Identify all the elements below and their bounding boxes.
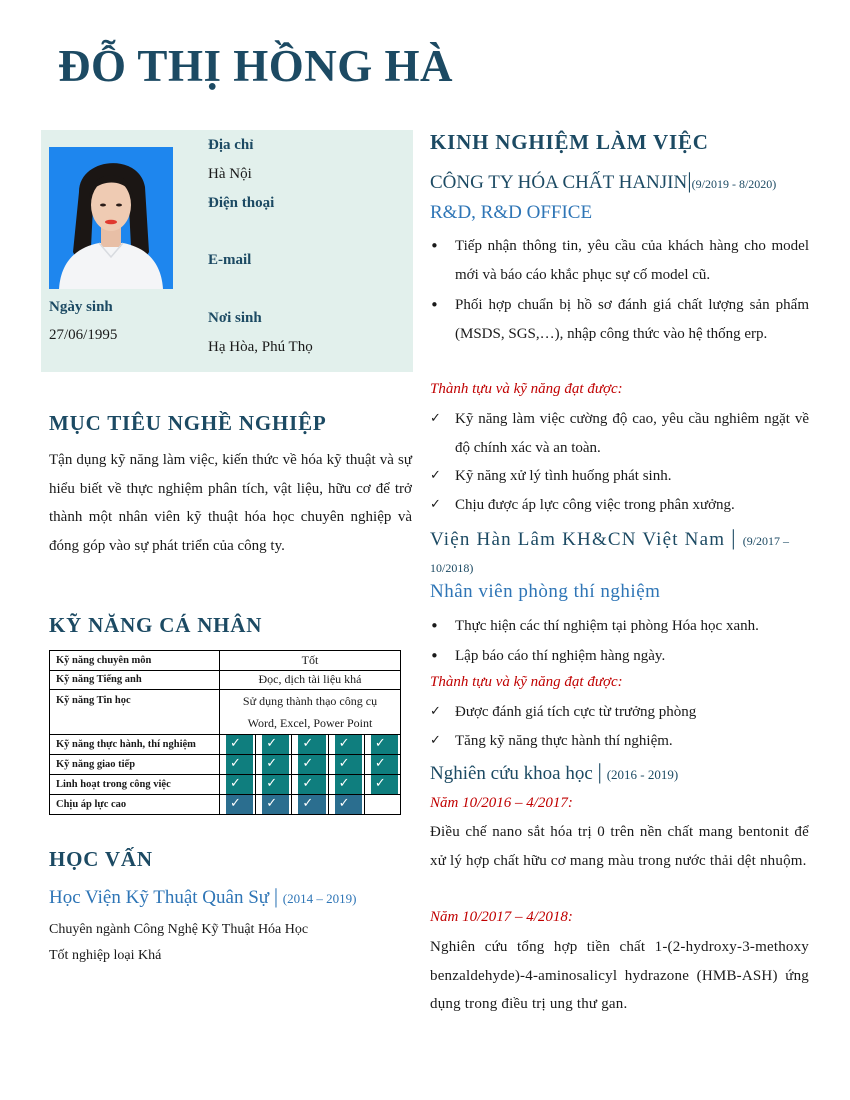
check-icon: ✓	[226, 795, 253, 814]
skill-label: Kỹ năng Tiếng anh	[50, 670, 220, 690]
skill-row	[50, 690, 401, 735]
check-icon: ✓	[335, 735, 362, 754]
rating-checked-cell	[364, 775, 400, 794]
achievement-text: Được đánh giá tích cực từ trưởng phòng	[455, 704, 697, 720]
skill-rating-row	[50, 795, 401, 815]
check-icon: ✓	[430, 496, 441, 512]
list-item	[430, 291, 809, 348]
rating-checked-cell	[364, 735, 400, 754]
skill-value	[220, 690, 401, 735]
skill-row	[50, 651, 401, 671]
check-icon: ✓	[226, 775, 253, 794]
list-item	[430, 727, 809, 756]
research-period: Năm 10/2017 – 4/2018:	[430, 909, 573, 925]
skill-rating	[220, 755, 401, 775]
check-icon: ✓	[430, 411, 441, 426]
bullet-icon: •	[430, 617, 439, 635]
job-dates: (9/2017 –	[742, 534, 790, 548]
duty-text: Lập báo cáo thí nghiệm hàng ngày.	[455, 648, 666, 664]
skill-label: Kỹ năng thực hành, thí nghiệm	[50, 735, 220, 755]
skill-label: Chịu áp lực cao	[50, 795, 220, 815]
phone-label: Điện thoại	[208, 195, 275, 211]
empty-cell	[371, 795, 398, 814]
check-icon: ✓	[430, 732, 441, 748]
rating-checked-cell	[255, 795, 291, 814]
address-value: Hà Nội	[208, 166, 252, 182]
check-icon: ✓	[298, 735, 325, 754]
skills-title: KỸ NĂNG CÁ NHÂN	[49, 613, 263, 637]
objective-title: MỤC TIÊU NGHỀ NGHIỆP	[49, 411, 327, 435]
email-value	[208, 281, 358, 299]
skill-value-line: Word, Excel, Power Point	[247, 716, 373, 730]
list-item	[430, 611, 809, 641]
rating-checked-cell	[291, 755, 327, 774]
check-icon: ✓	[430, 468, 441, 483]
job-role: R&D, R&D OFFICE	[430, 202, 593, 223]
skill-rating	[220, 735, 401, 755]
education-title: HỌC VẤN	[49, 847, 153, 871]
rating-checked-cell	[255, 775, 291, 794]
portrait-photo-icon	[49, 147, 173, 289]
rating-checked-cell	[328, 735, 364, 754]
list-item	[430, 641, 809, 671]
profile-info-box	[41, 130, 413, 372]
rating-checked-cell	[220, 735, 255, 754]
research-text: Điều chế nano sắt hóa trị 0 trên nền chất mang bentonit để xử lý hợp chất hữu cơ mang màu trong nước thải dệt nhuộm.	[430, 824, 809, 869]
skill-rating	[220, 795, 401, 815]
rating-checked-cell	[291, 795, 327, 814]
rating-checked-cell	[255, 755, 291, 774]
check-icon: ✓	[335, 775, 362, 794]
duty-text: Tiếp nhận thông tin, yêu cầu của khách hàng cho model mới và báo cáo khắc phục sự cố model cũ.	[455, 238, 809, 283]
bullet-icon: •	[430, 647, 439, 665]
skill-label: Linh hoạt trong công việc	[50, 775, 220, 795]
check-icon: ✓	[371, 755, 398, 774]
skill-row	[50, 670, 401, 690]
achievements-label: Thành tựu và kỹ năng đạt được:	[430, 674, 623, 690]
check-icon: ✓	[262, 795, 289, 814]
skill-label: Kỹ năng chuyên môn	[50, 651, 220, 671]
skill-rating	[220, 775, 401, 795]
candidate-name: ĐỖ THỊ HỒNG HÀ	[58, 41, 453, 91]
bullet-icon: •	[430, 237, 439, 255]
check-icon: ✓	[298, 795, 325, 814]
education-major: Chuyên ngành Công Nghệ Kỹ Thuật Hóa Học	[49, 922, 309, 937]
achievement-text: Chịu được áp lực công việc trong phân xưởng.	[455, 496, 735, 513]
rating-checked-cell	[328, 775, 364, 794]
research-dates: (2016 - 2019)	[606, 767, 679, 782]
skills-table	[49, 650, 401, 815]
skill-value: Tốt	[220, 651, 401, 671]
birthday-value: 27/06/1995	[49, 327, 118, 343]
job-company-line	[430, 168, 776, 194]
list-item	[430, 405, 809, 462]
skill-rating-row	[50, 775, 401, 795]
address-label: Địa chỉ	[208, 137, 254, 153]
duty-text: Thực hiện các thí nghiệm tại phòng Hóa học xanh.	[455, 618, 759, 634]
achievements-label: Thành tựu và kỹ năng đạt được:	[430, 381, 623, 397]
rating-checked-cell	[291, 735, 327, 754]
job-dates-continued	[430, 556, 473, 578]
check-icon: ✓	[262, 775, 289, 794]
check-icon: ✓	[298, 755, 325, 774]
duty-text: Phối hợp chuẩn bị hồ sơ đánh giá chất lượng sản phẩm (MSDS, SGS,…), nhập công thức vào hệ thống erp.	[455, 297, 809, 342]
check-icon: ✓	[298, 775, 325, 794]
rating-checked-cell	[328, 795, 364, 814]
skill-label: Kỹ năng Tin học	[50, 690, 220, 735]
check-icon: ✓	[226, 755, 253, 774]
check-icon: ✓	[262, 755, 289, 774]
job-role: Nhân viên phòng thí nghiệm	[430, 581, 661, 602]
list-item	[430, 698, 809, 727]
company-name: CÔNG TY HÓA CHẤT HANJIN	[430, 172, 688, 193]
separator: |	[597, 759, 602, 784]
email-label: E-mail	[208, 252, 252, 268]
company-name: Viện Hàn Lâm KH&CN Việt Nam	[430, 529, 726, 550]
rating-checked-cell	[291, 775, 327, 794]
check-icon: ✓	[371, 735, 398, 754]
phone-value	[208, 224, 303, 242]
list-item	[430, 462, 809, 491]
rating-checked-cell	[220, 795, 255, 814]
skill-label: Kỹ năng giao tiếp	[50, 755, 220, 775]
job-dates: 10/2018)	[430, 561, 474, 575]
check-icon: ✓	[262, 735, 289, 754]
job-dates: (9/2019 - 8/2020)	[691, 177, 777, 191]
school-years: (2014 – 2019)	[282, 891, 357, 906]
achievement-text: Tăng kỹ năng thực hành thí nghiệm.	[455, 732, 673, 749]
check-icon: ✓	[226, 735, 253, 754]
birthplace-label: Nơi sinh	[208, 310, 262, 326]
research-text: Nghiên cứu tổng hợp tiền chất 1-(2-hydroxy-3-methoxy benzaldehyde)-4-aminosalicyl hydrazone (HMB-ASH) ứng dụng trong điều trị ung thư gan.	[430, 939, 809, 1012]
list-item	[430, 491, 809, 520]
check-icon: ✓	[335, 755, 362, 774]
check-icon: ✓	[335, 795, 362, 814]
birthplace-value: Hạ Hòa, Phú Thọ	[208, 339, 313, 355]
job-company-line	[430, 525, 809, 551]
research-period: Năm 10/2016 – 4/2017:	[430, 795, 573, 811]
separator: |	[731, 525, 737, 550]
research-title: Nghiên cứu khoa học	[430, 763, 593, 784]
separator: |	[273, 884, 279, 908]
bullet-icon: •	[430, 296, 439, 314]
education-grade: Tốt nghiệp loại Khá	[49, 948, 162, 963]
achievement-text: Kỹ năng xử lý tình huống phát sinh.	[455, 468, 672, 484]
check-icon: ✓	[430, 704, 441, 719]
rating-checked-cell	[364, 755, 400, 774]
rating-checked-cell	[328, 755, 364, 774]
rating-checked-cell	[220, 775, 255, 794]
achievement-text: Kỹ năng làm việc cường độ cao, yêu cầu nghiêm ngặt về độ chính xác và an toàn.	[455, 411, 809, 456]
objective-text: Tận dụng kỹ năng làm việc, kiến thức về hóa kỹ thuật và sự hiểu biết về thực nghiệm phân tích, vật liệu, hữu cơ để trở thành một nhân viên kỹ thuật hóa học chuyên nghiệp và đóng góp vào sự phát triển của công ty.	[49, 452, 412, 554]
education-school-line	[49, 884, 356, 909]
skill-value-line: Sử dụng thành thạo công cụ	[242, 694, 378, 708]
check-icon: ✓	[371, 775, 398, 794]
birthday-label: Ngày sinh	[49, 299, 113, 315]
separator: |	[687, 168, 692, 193]
skill-rating-row	[50, 755, 401, 775]
job-duties-list	[430, 611, 809, 671]
job-duties-list	[430, 232, 809, 348]
rating-checked-cell	[220, 755, 255, 774]
list-item	[430, 232, 809, 289]
skill-value: Đọc, dịch tài liệu khá	[220, 670, 401, 690]
research-title-line	[430, 759, 678, 785]
rating-empty-cell	[364, 795, 400, 814]
skill-rating-row	[50, 735, 401, 755]
rating-checked-cell	[255, 735, 291, 754]
achievements-list	[430, 698, 809, 755]
achievements-list	[430, 405, 809, 519]
experience-title: KINH NGHIỆM LÀM VIỆC	[430, 130, 709, 154]
school-name: Học Viện Kỹ Thuật Quân Sự	[49, 887, 270, 908]
